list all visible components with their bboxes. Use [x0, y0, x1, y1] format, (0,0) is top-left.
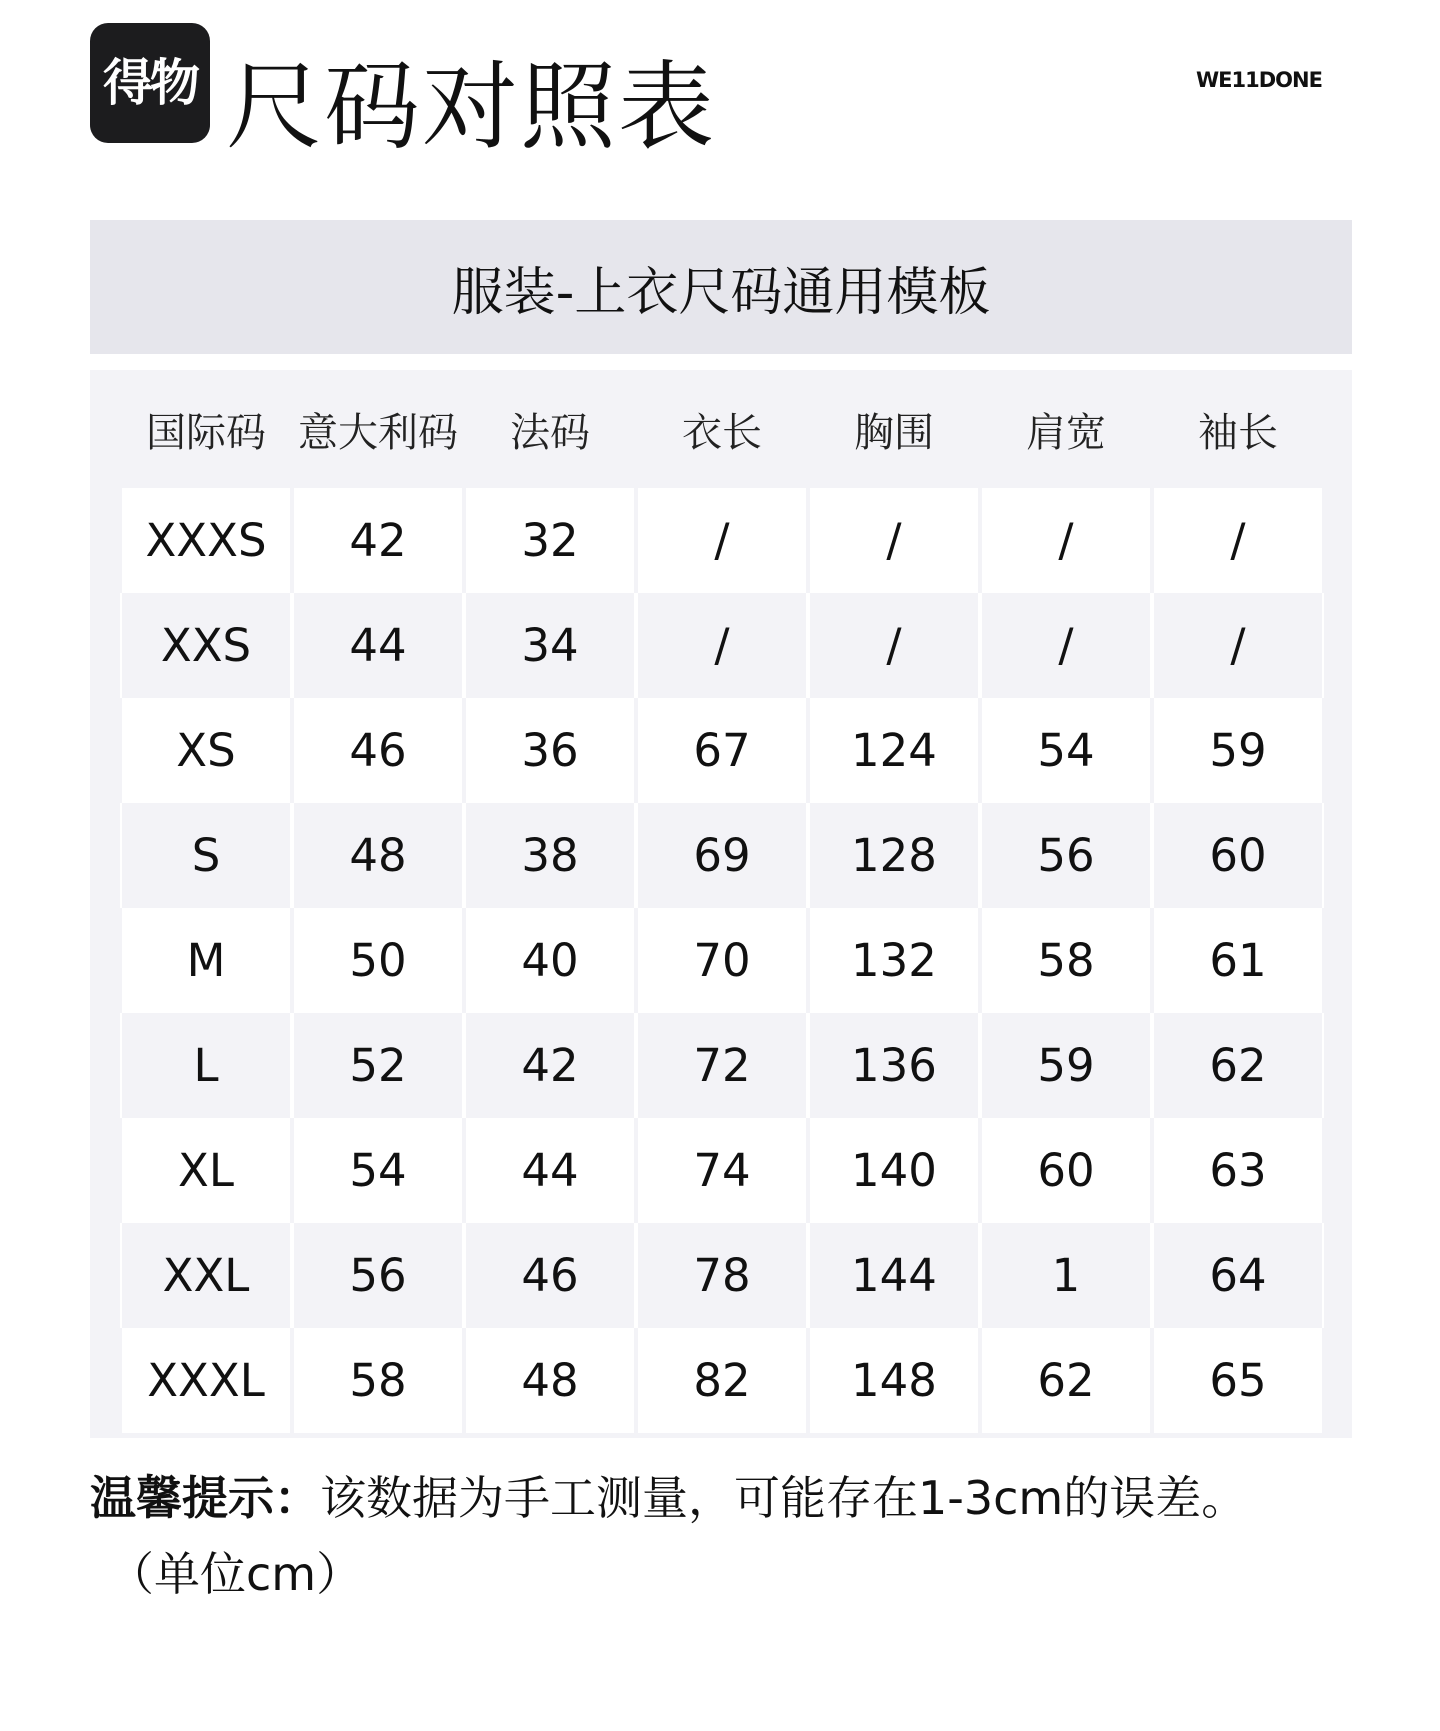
- table-cell: 1: [980, 1223, 1152, 1328]
- table-cell: /: [980, 593, 1152, 698]
- table-cell: /: [980, 488, 1152, 593]
- table-cell: /: [808, 593, 980, 698]
- size-table: [120, 370, 1324, 1433]
- size-label-cell: S: [120, 803, 292, 908]
- table-cell: 132: [808, 908, 980, 1013]
- table-row: [120, 1223, 1324, 1328]
- size-label-cell: XXS: [120, 593, 292, 698]
- table-cell: 62: [1152, 1013, 1324, 1118]
- size-label-cell: XXXS: [120, 488, 292, 593]
- table-cell: 34: [464, 593, 636, 698]
- table-cell: 61: [1152, 908, 1324, 1013]
- table-cell: 72: [636, 1013, 808, 1118]
- table-cell: /: [1152, 488, 1324, 593]
- table-cell: 44: [292, 593, 464, 698]
- size-label-cell: XXL: [120, 1223, 292, 1328]
- note-text: 该数据为手工测量，可能存在1-3cm的误差。: [320, 1471, 1248, 1525]
- page-title: 尺码对照表: [226, 51, 716, 163]
- table-cell: 54: [292, 1118, 464, 1223]
- table-cell: 144: [808, 1223, 980, 1328]
- size-label-cell: XS: [120, 698, 292, 803]
- table-cell: 32: [464, 488, 636, 593]
- size-label-cell: M: [120, 908, 292, 1013]
- table-row: [120, 1013, 1324, 1118]
- table-cell: /: [808, 488, 980, 593]
- column-header: 法码: [510, 409, 590, 456]
- table-cell: 56: [292, 1223, 464, 1328]
- column-header: 国际码: [146, 409, 266, 456]
- table-cell: 64: [1152, 1223, 1324, 1328]
- table-cell: 46: [292, 698, 464, 803]
- table-cell: 36: [464, 698, 636, 803]
- column-header: 意大利码: [298, 409, 458, 456]
- table-cell: 48: [464, 1328, 636, 1433]
- measurement-note: [90, 1460, 1370, 1612]
- table-cell: 59: [1152, 698, 1324, 803]
- table-title-banner: [90, 220, 1352, 354]
- table-row: [120, 908, 1324, 1013]
- note-label: 温馨提示：: [90, 1471, 320, 1525]
- table-row: [120, 593, 1324, 698]
- table-row: [120, 698, 1324, 803]
- table-cell: 140: [808, 1118, 980, 1223]
- column-header: 衣长: [682, 409, 762, 456]
- table-cell: 74: [636, 1118, 808, 1223]
- table-body: [120, 488, 1324, 1433]
- table-cell: 148: [808, 1328, 980, 1433]
- table-cell: 136: [808, 1013, 980, 1118]
- table-cell: 42: [292, 488, 464, 593]
- table-cell: 42: [464, 1013, 636, 1118]
- table-cell: 38: [464, 803, 636, 908]
- size-label-cell: XXXL: [120, 1328, 292, 1433]
- column-header: 胸围: [854, 409, 934, 456]
- table-cell: /: [636, 593, 808, 698]
- size-table-panel: [90, 370, 1352, 1438]
- table-cell: 50: [292, 908, 464, 1013]
- table-cell: 52: [292, 1013, 464, 1118]
- column-header: 肩宽: [1026, 409, 1106, 456]
- table-cell: 60: [980, 1118, 1152, 1223]
- table-cell: 128: [808, 803, 980, 908]
- table-cell: /: [1152, 593, 1324, 698]
- column-header: 袖长: [1198, 409, 1278, 456]
- size-label-cell: XL: [120, 1118, 292, 1223]
- table-cell: 124: [808, 698, 980, 803]
- table-title: 服装-上衣尺码通用模板: [451, 262, 991, 323]
- table-cell: 46: [464, 1223, 636, 1328]
- table-cell: 40: [464, 908, 636, 1013]
- size-label-cell: L: [120, 1013, 292, 1118]
- table-cell: 82: [636, 1328, 808, 1433]
- brand-logo: 得物: [90, 23, 210, 143]
- unit-note: （单位cm）: [108, 1547, 363, 1601]
- table-row: [120, 1118, 1324, 1223]
- table-cell: 56: [980, 803, 1152, 908]
- table-cell: 54: [980, 698, 1152, 803]
- table-cell: /: [636, 488, 808, 593]
- table-cell: 60: [1152, 803, 1324, 908]
- table-cell: 63: [1152, 1118, 1324, 1223]
- table-cell: 62: [980, 1328, 1152, 1433]
- table-row: [120, 803, 1324, 908]
- table-cell: 44: [464, 1118, 636, 1223]
- table-row: [120, 488, 1324, 593]
- table-cell: 78: [636, 1223, 808, 1328]
- table-cell: 58: [980, 908, 1152, 1013]
- table-cell: 58: [292, 1328, 464, 1433]
- table-cell: 65: [1152, 1328, 1324, 1433]
- table-cell: 59: [980, 1013, 1152, 1118]
- table-cell: 67: [636, 698, 808, 803]
- table-cell: 69: [636, 803, 808, 908]
- table-cell: 48: [292, 803, 464, 908]
- table-header-row: [120, 370, 1324, 488]
- table-cell: 70: [636, 908, 808, 1013]
- brand-name: WE11DONE: [1196, 68, 1322, 92]
- table-row: [120, 1328, 1324, 1433]
